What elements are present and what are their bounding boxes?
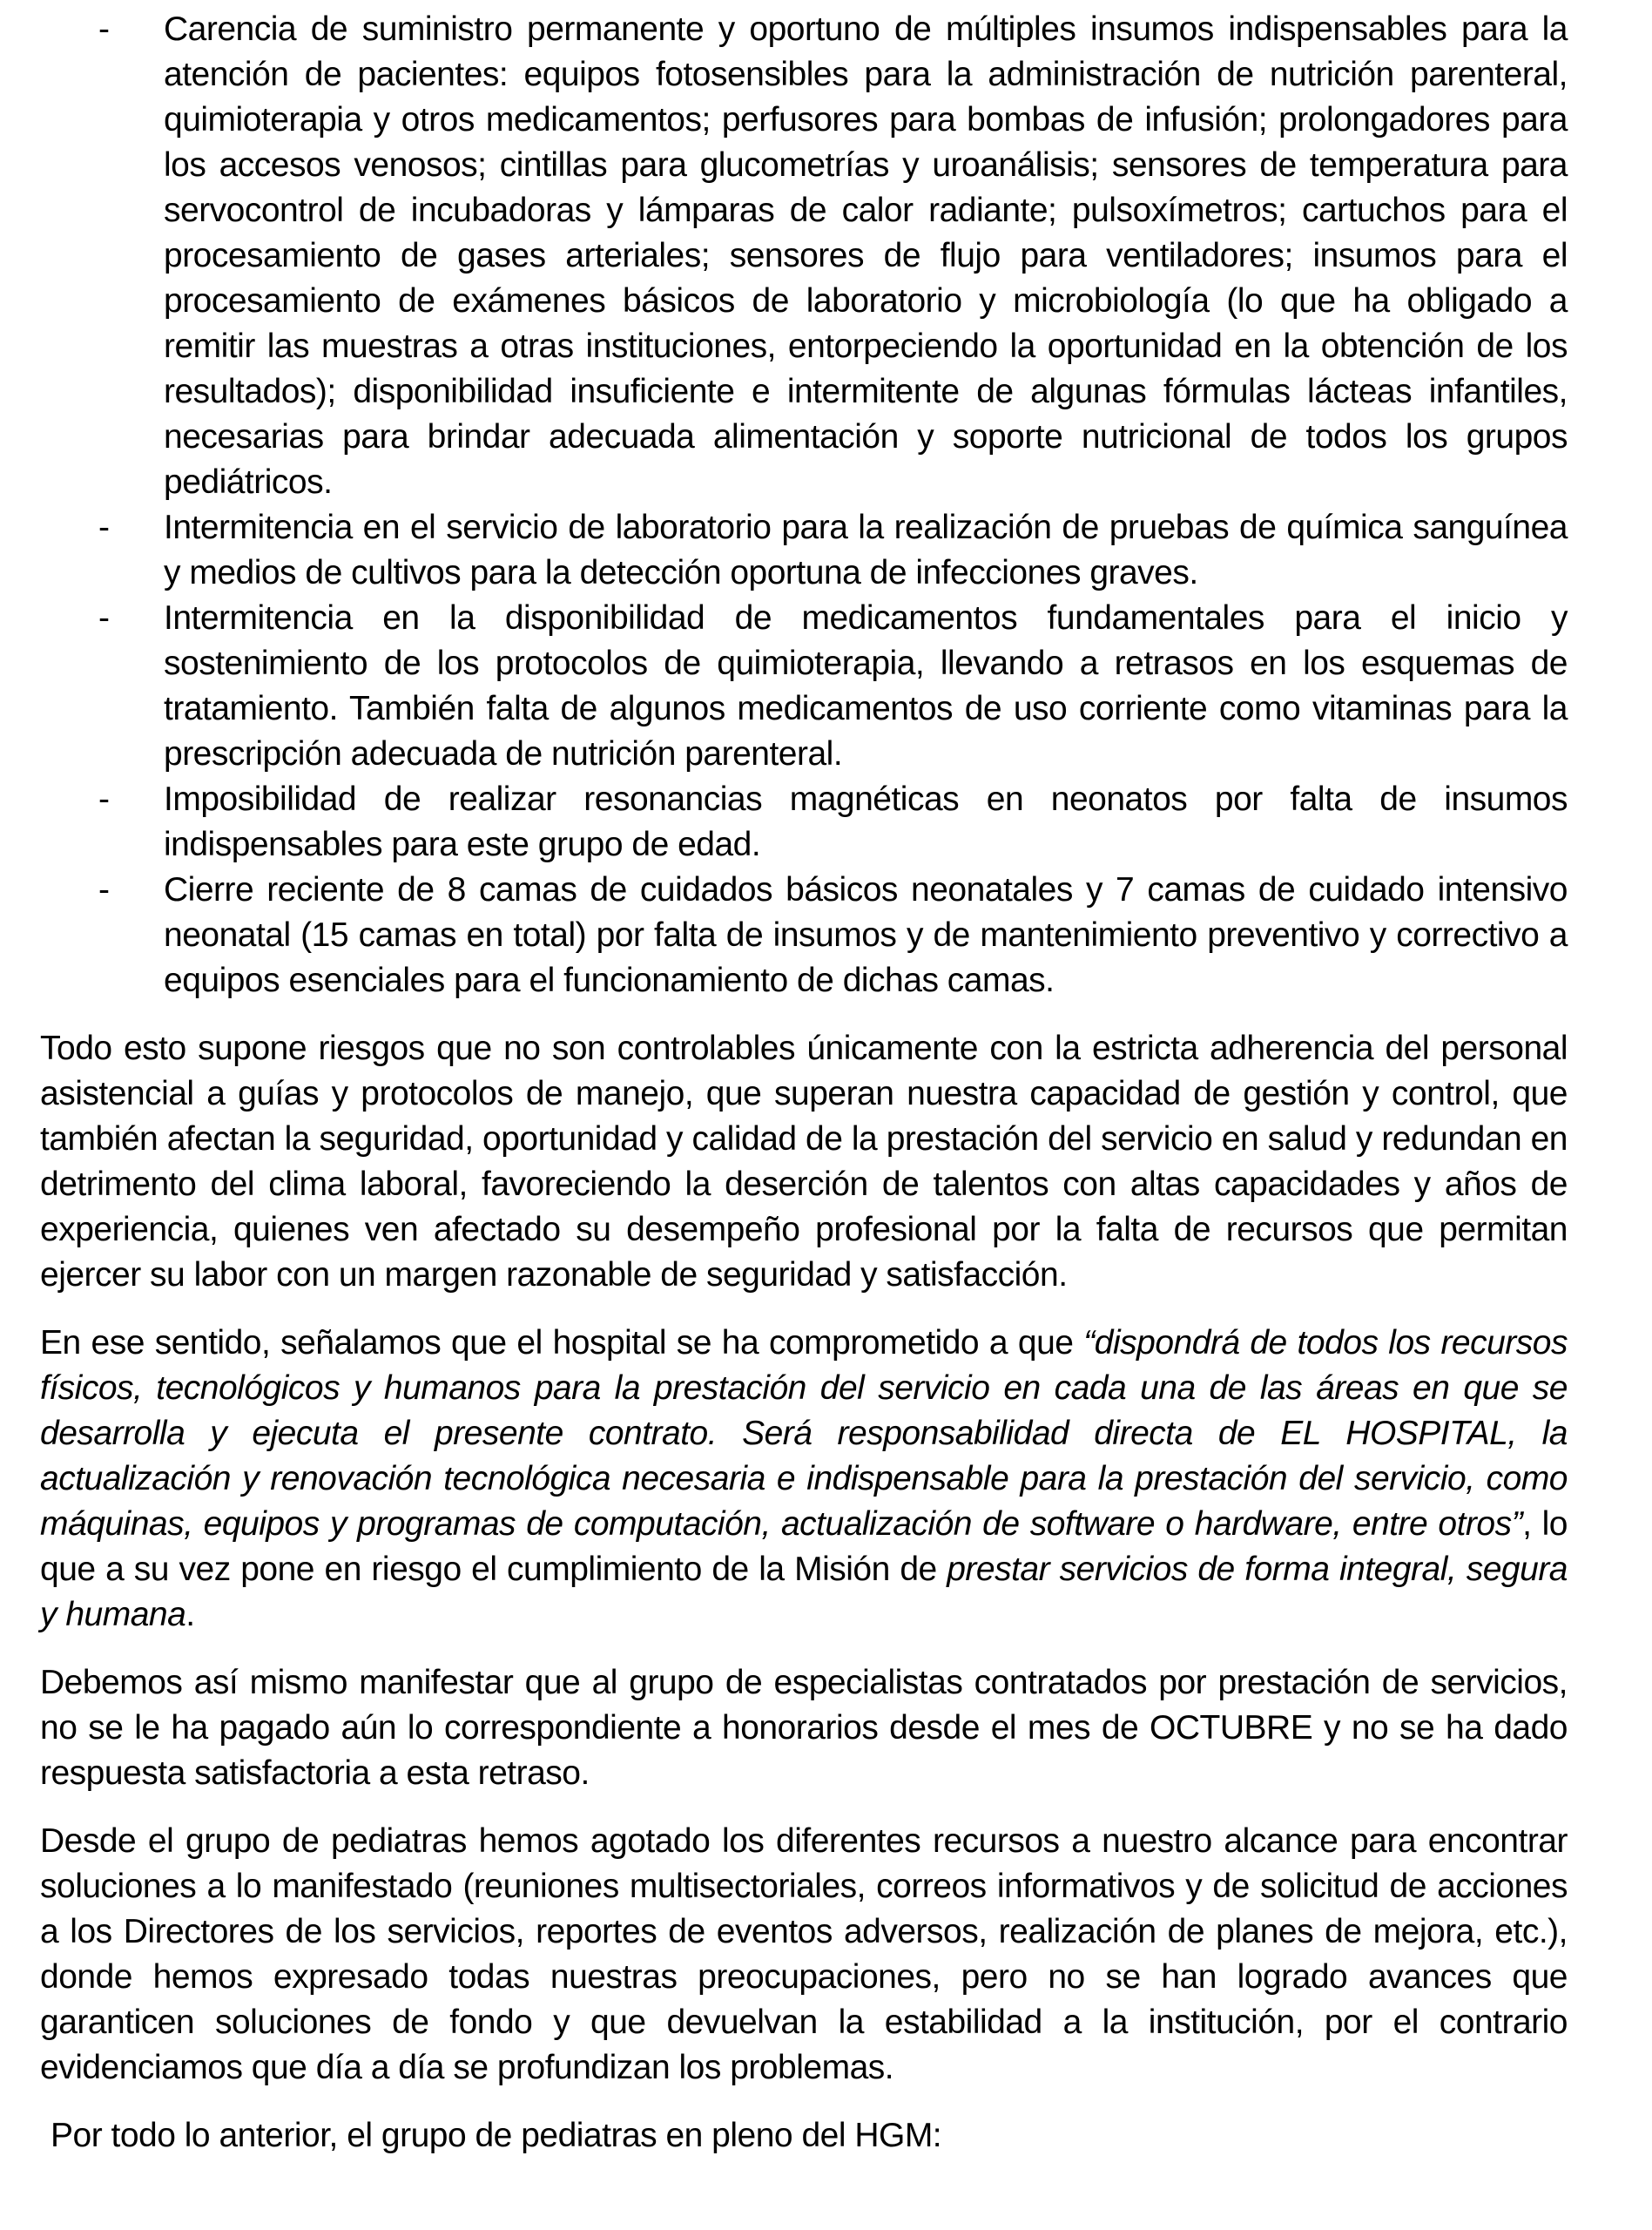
issues-list [0, 7, 1652, 1004]
bullet-dash: - [98, 871, 110, 909]
text-segment: . [185, 1596, 195, 1633]
text-segment: Todo esto supone riesgos que no son controlables únicamente con la estricta adherencia del personal asistencial a guías y protocolos de manejo, que superan nuestra capacidad de gestión y control, que también afectan la seguridad, oportunidad y calidad de la prestación del servicio en salud y redundan en detrimento del clima laboral, favoreciendo la deserción de talentos con altas capacidades y años de experiencia, quienes ven afectado su desempeño profesional por la falta de recursos que permitan ejercer su labor con un margen razonable de seguridad y satisfacción. [40, 1030, 1568, 1294]
paragraph-cierre [40, 2113, 1568, 2159]
text-segment: , lo que a su vez pone en riesgo el cumplimiento de la Misión de [40, 1505, 1568, 1588]
list-item [0, 596, 1568, 777]
bullet-dash: - [98, 10, 110, 48]
text-segment: Debemos así mismo manifestar que al grupo de especialistas contratados por prestación de servicios, no se le ha pagado aún lo correspondiente a honorarios desde el mes de OCTUBRE y no se ha dado respuesta satisfactoria a esta retraso. [40, 1664, 1568, 1792]
text-segment: En ese sentido, señalamos que el hospital se ha comprometido a que [40, 1324, 1084, 1362]
list-item-text: Intermitencia en la disponibilidad de medicamentos fundamentales para el inicio y sostenimiento de los protocolos de quimioterapia, llevando a retrasos en los esquemas de tratamiento. También falta de algunos medicamentos de uso corriente como vitaminas para la prescripción adecuada de nutrición parenteral. [164, 599, 1568, 773]
italic-text-segment: prestar servicios de forma integral, segura y humana [40, 1551, 1568, 1633]
text-segment: Por todo lo anterior, el grupo de pediatras en pleno del HGM: [51, 2117, 942, 2154]
italic-text-segment: “dispondrá de todos los recursos físicos, tecnológicos y humanos para la prestación del servicio en cada una de las áreas en que se desarrolla y ejecuta el presente contrato. Será responsabilidad directa de EL HOSPITAL, la actualización y renovación tecnológica necesaria e indispensable para la prestación del servicio, como máquinas, equipos y programas de computación, actualización de software o hardware, entre otros” [40, 1324, 1568, 1543]
paragraph-riesgos [40, 1026, 1568, 1298]
list-item-text: Intermitencia en el servicio de laboratorio para la realización de pruebas de química sanguínea y medios de cultivos para la detección oportuna de infecciones graves. [164, 509, 1568, 591]
list-item [0, 7, 1568, 505]
list-item-text: Cierre reciente de 8 camas de cuidados básicos neonatales y 7 camas de cuidado intensivo neonatal (15 camas en total) por falta de insumos y de mantenimiento preventivo y correctivo a equipos esenciales para el funcionamiento de dichas camas. [164, 871, 1568, 999]
paragraph-compromiso-contractual [40, 1321, 1568, 1638]
list-item-text: Imposibilidad de realizar resonancias magnéticas en neonatos por falta de insumos indispensables para este grupo de edad. [164, 780, 1568, 863]
list-item [0, 505, 1568, 596]
text-segment: Desde el grupo de pediatras hemos agotado los diferentes recursos a nuestro alcance para encontrar soluciones a lo manifestado (reuniones multisectoriales, correos informativos y de solicitud de acciones a los Directores de los servicios, reportes de eventos adversos, realización de planes de mejora, etc.), donde hemos expresado todas nuestras preocupaciones, pero no se han logrado avances que garanticen soluciones de fondo y que devuelvan la estabilidad a la institución, por el contrario evidenciamos que día a día se profundizan los problemas. [40, 1822, 1568, 2086]
list-item [0, 868, 1568, 1004]
bullet-dash: - [98, 780, 110, 818]
paragraph-gestiones-agotadas [40, 1819, 1568, 2091]
list-item [0, 777, 1568, 868]
bullet-dash: - [98, 509, 110, 546]
bullet-dash: - [98, 599, 110, 637]
list-item-text: Carencia de suministro permanente y oportuno de múltiples insumos indispensables para la atención de pacientes: equipos fotosensibles para la administración de nutrición parenteral, quimioterapia y otros medicamentos; perfusores para bombas de infusión; prolongadores para los accesos venosos; cintillas para glucometrías y uroanálisis; sensores de temperatura para servocontrol de incubadoras y lámparas de calor radiante; pulsoxímetros; cartuchos para el procesamiento de gases arteriales; sensores de flujo para ventiladores; insumos para el procesamiento de exámenes básicos de laboratorio y microbiología (lo que ha obligado a remitir las muestras a otras instituciones, entorpeciendo la oportunidad en la obtención de los resultados); disponibilidad insuficiente e intermitente de algunas fórmulas lácteas infantiles, necesarias para brindar adecuada alimentación y soporte nutricional de todos los grupos pediátricos. [164, 10, 1568, 501]
paragraph-honorarios [40, 1660, 1568, 1796]
